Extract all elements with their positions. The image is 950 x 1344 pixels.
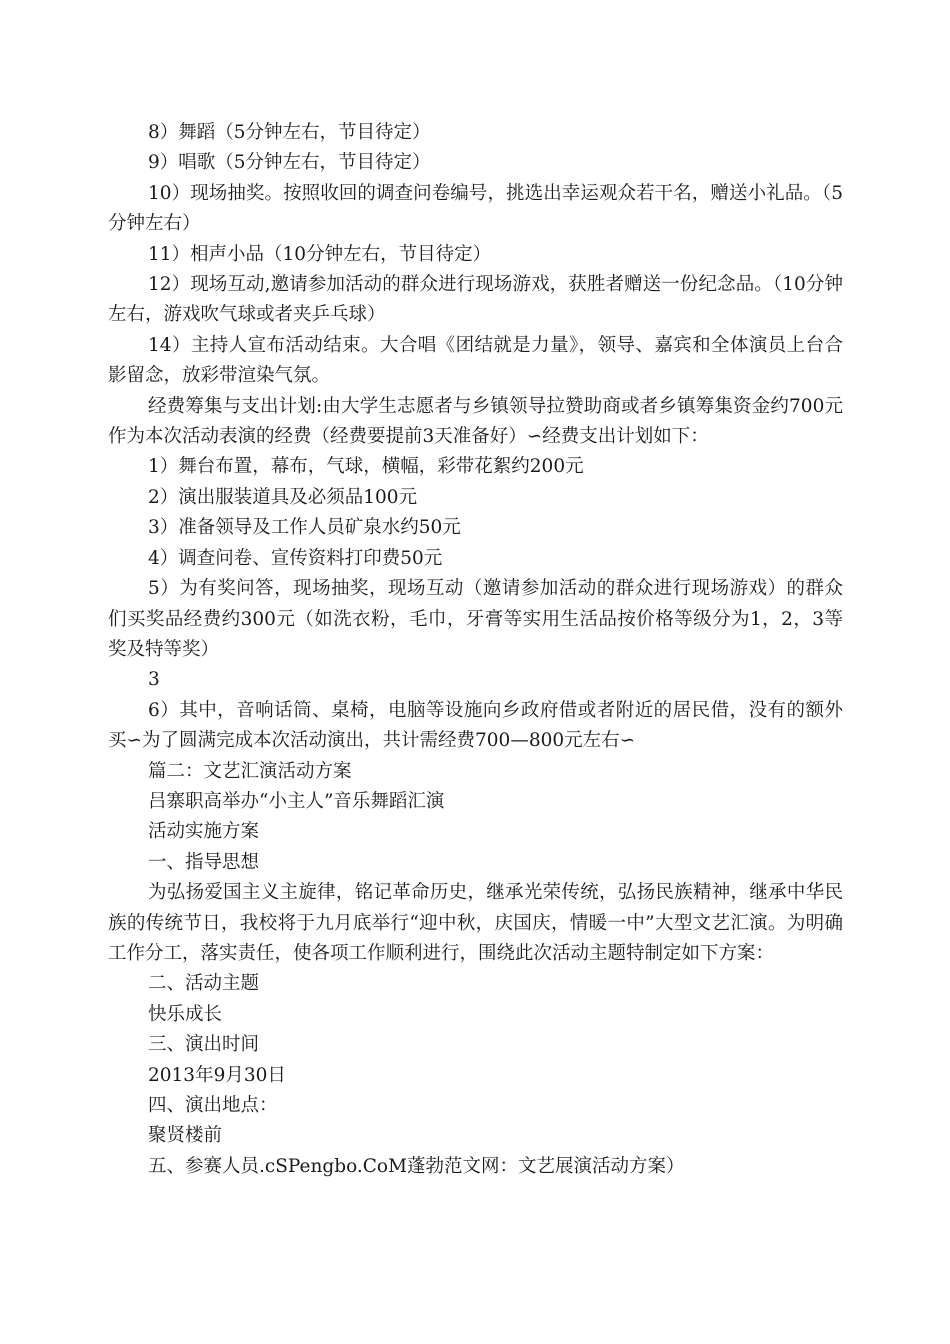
paragraph: 5）为有奖问答，现场抽奖，现场互动（邀请参加活动的群众进行现场游戏）的群众们买奖品经费约300元（如洗衣粉，毛巾，牙膏等实用生活品按价格等级分为1，2，3等奖及特等奖） — [108, 578, 843, 660]
section-heading: 一、指导思想 — [148, 851, 260, 873]
paragraph: 10）现场抽奖。按照收回的调查问卷编号，挑选出幸运观众若干名，赠送小礼品。（5分钟左右） — [108, 182, 843, 235]
paragraph: 8）舞蹈（5分钟左右，节目待定） — [148, 122, 431, 143]
paragraph: 6）其中，音响话筒、桌椅，电脑等设施向乡政府借或者附近的居民借，没有的额外买∽为了圆满完成本次活动演出，共计需经费700—800元左右∽ — [108, 699, 843, 752]
paragraph: 聚贤楼前 — [148, 1125, 223, 1147]
paragraph: 11）相声小品（10分钟左右，节目待定） — [148, 243, 492, 265]
section-heading: 二、活动主题 — [148, 973, 260, 995]
page-number: 3 — [148, 669, 160, 691]
paragraph: 3）准备领导及工作人员矿泉水约50元 — [148, 517, 461, 539]
section-heading: 五、参赛人员.cSPengbo.CoM蓬勃范文网：文艺展演活动方案） — [148, 1155, 685, 1177]
section-heading: 篇二：文艺汇演活动方案 — [148, 760, 352, 782]
paragraph: 活动实施方案 — [148, 821, 260, 843]
section-heading: 三、演出时间 — [148, 1034, 260, 1056]
paragraph: 2013年9月30日 — [148, 1064, 286, 1086]
paragraph: 12）现场互动,邀请参加活动的群众进行现场游戏，获胜者赠送一份纪念品。（10分钟左右，游戏吹气球或者夹乒乓球） — [108, 274, 843, 326]
document-body — [108, 118, 843, 1182]
paragraph: 4）调查问卷、宣传资料打印费50元 — [148, 547, 443, 569]
paragraph: 为弘扬爱国主义主旋律，铭记革命历史，继承光荣传统，弘扬民族精神，继承中华民族的传统节日，我校将于九月底举行“迎中秋，庆国庆，情暖一中”大型文艺汇演。为明确工作分工，落实责任，使各项工作顺利进行，围绕此次活动主题特制定如下方案： — [108, 882, 843, 964]
paragraph: 经费筹集与支出计划:由大学生志愿者与乡镇领导拉赞助商或者乡镇筹集资金约700元作为本次活动表演的经费（经费要提前3天准备好）∽经费支出计划如下： — [108, 395, 844, 448]
paragraph: 14）主持人宣布活动结束。大合唱《团结就是力量》，领导、嘉宾和全体演员上台合影留念，放彩带渲染气氛。 — [108, 334, 843, 387]
paragraph: 2）演出服装道具及必须品100元 — [148, 486, 418, 508]
paragraph: 1）舞台布置，幕布，气球，横幅，彩带花絮约200元 — [148, 456, 584, 478]
section-heading: 四、演出地点： — [148, 1095, 278, 1116]
paragraph: 9）唱歌（5分钟左右，节目待定） — [148, 152, 431, 174]
paragraph: 吕寨职高举办“小主人”音乐舞蹈汇演 — [148, 790, 445, 812]
paragraph: 快乐成长 — [148, 1003, 223, 1025]
